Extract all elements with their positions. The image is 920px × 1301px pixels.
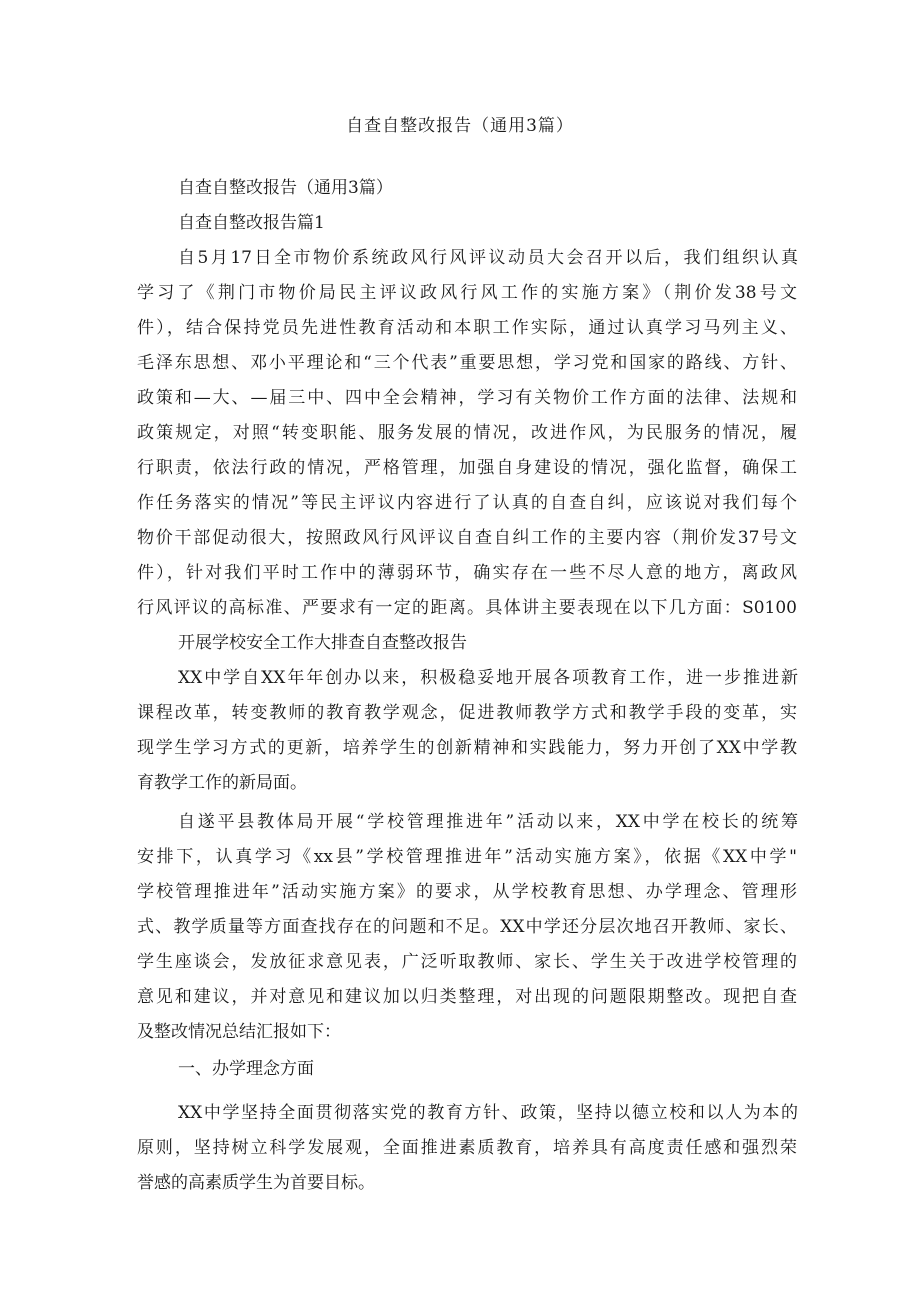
section-heading: 开展学校安全工作大排查自查整改报告 xyxy=(178,633,467,653)
text-line: 行风评议的高标准、严要求有一定的距离。具体讲主要表现在以下几方面：S0100 xyxy=(137,598,797,618)
text-line: 政策和—大、—届三中、四中全会精神，学习有关物价工作方面的法律、法规和 xyxy=(137,388,797,408)
document-title: 自查自整改报告（通用3篇） xyxy=(346,116,574,136)
text-line: 学习了《荆门市物价局民主评议政风行风工作的实施方案》（荆价发38号文 xyxy=(137,283,797,303)
text-line: 学生座谈会，发放征求意见表，广泛听取教师、家长、学生关于改进学校管理的 xyxy=(137,952,797,972)
text-line: XX中学坚持全面贯彻落实党的教育方针、政策，坚持以德立校和以人为本的 xyxy=(178,1103,798,1123)
text-line: XX中学自XX年年创办以来，积极稳妥地开展各项教育工作，进一步推进新 xyxy=(178,668,798,688)
text-line: 安排下，认真学习《xx县”学校管理推进年”活动实施方案》，依据《XX中学" xyxy=(137,847,797,867)
text-line: 自查自整改报告（通用3篇） xyxy=(178,178,393,198)
text-line: 誉感的高素质学生为首要目标。 xyxy=(137,1173,375,1193)
text-line: 政策规定，对照“转变职能、服务发展的情况，改进作风，为民服务的情况，履 xyxy=(137,423,797,443)
text-line: 意见和建议，并对意见和建议加以归类整理，对出现的问题限期整改。现把自查 xyxy=(137,987,797,1007)
text-line: 物价干部促动很大，按照政风行风评议自查自纠工作的主要内容（荆价发37号文 xyxy=(137,528,797,548)
text-line: 毛泽东思想、邓小平理论和“三个代表”重要思想，学习党和国家的路线、方针、 xyxy=(137,353,797,373)
text-line: 及整改情况总结汇报如下： xyxy=(137,1022,341,1042)
text-line: 件），结合保持党员先进性教育活动和本职工作实际，通过认真学习马列主义、 xyxy=(137,318,797,338)
text-line: 原则，坚持树立科学发展观，全面推进素质教育，培养具有高度责任感和强烈荣 xyxy=(137,1138,797,1158)
text-line: 自查自整改报告篇1 xyxy=(178,213,325,233)
text-line: 作任务落实的情况”等民主评议内容进行了认真的自查自纠，应该说对我们每个 xyxy=(137,493,797,513)
text-line: 现学生学习方式的更新，培养学生的创新精神和实践能力，努力开创了XX中学教 xyxy=(137,738,797,758)
text-line: 学校管理推进年”活动实施方案》的要求，从学校教育思想、办学理念、管理形 xyxy=(137,882,797,902)
text-line: 自遂平县教体局开展“学校管理推进年”活动以来，XX中学在校长的统筹 xyxy=(178,812,798,832)
text-line: 育教学工作的新局面。 xyxy=(137,773,307,793)
section-heading: 一、办学理念方面 xyxy=(178,1059,314,1079)
text-line: 行职责，依法行政的情况，严格管理，加强自身建设的情况，强化监督，确保工 xyxy=(137,458,797,478)
text-line: 式、教学质量等方面查找存在的问题和不足。XX中学还分层次地召开教师、家长、 xyxy=(137,917,797,937)
text-line: 件），针对我们平时工作中的薄弱环节，确实存在一些不尽人意的地方，离政风 xyxy=(137,563,797,583)
text-line: 自5月17日全市物价系统政风行风评议动员大会召开以后，我们组织认真 xyxy=(178,248,798,268)
text-line: 课程改革，转变教师的教育教学观念，促进教师教学方式和教学手段的变革，实 xyxy=(137,703,797,723)
